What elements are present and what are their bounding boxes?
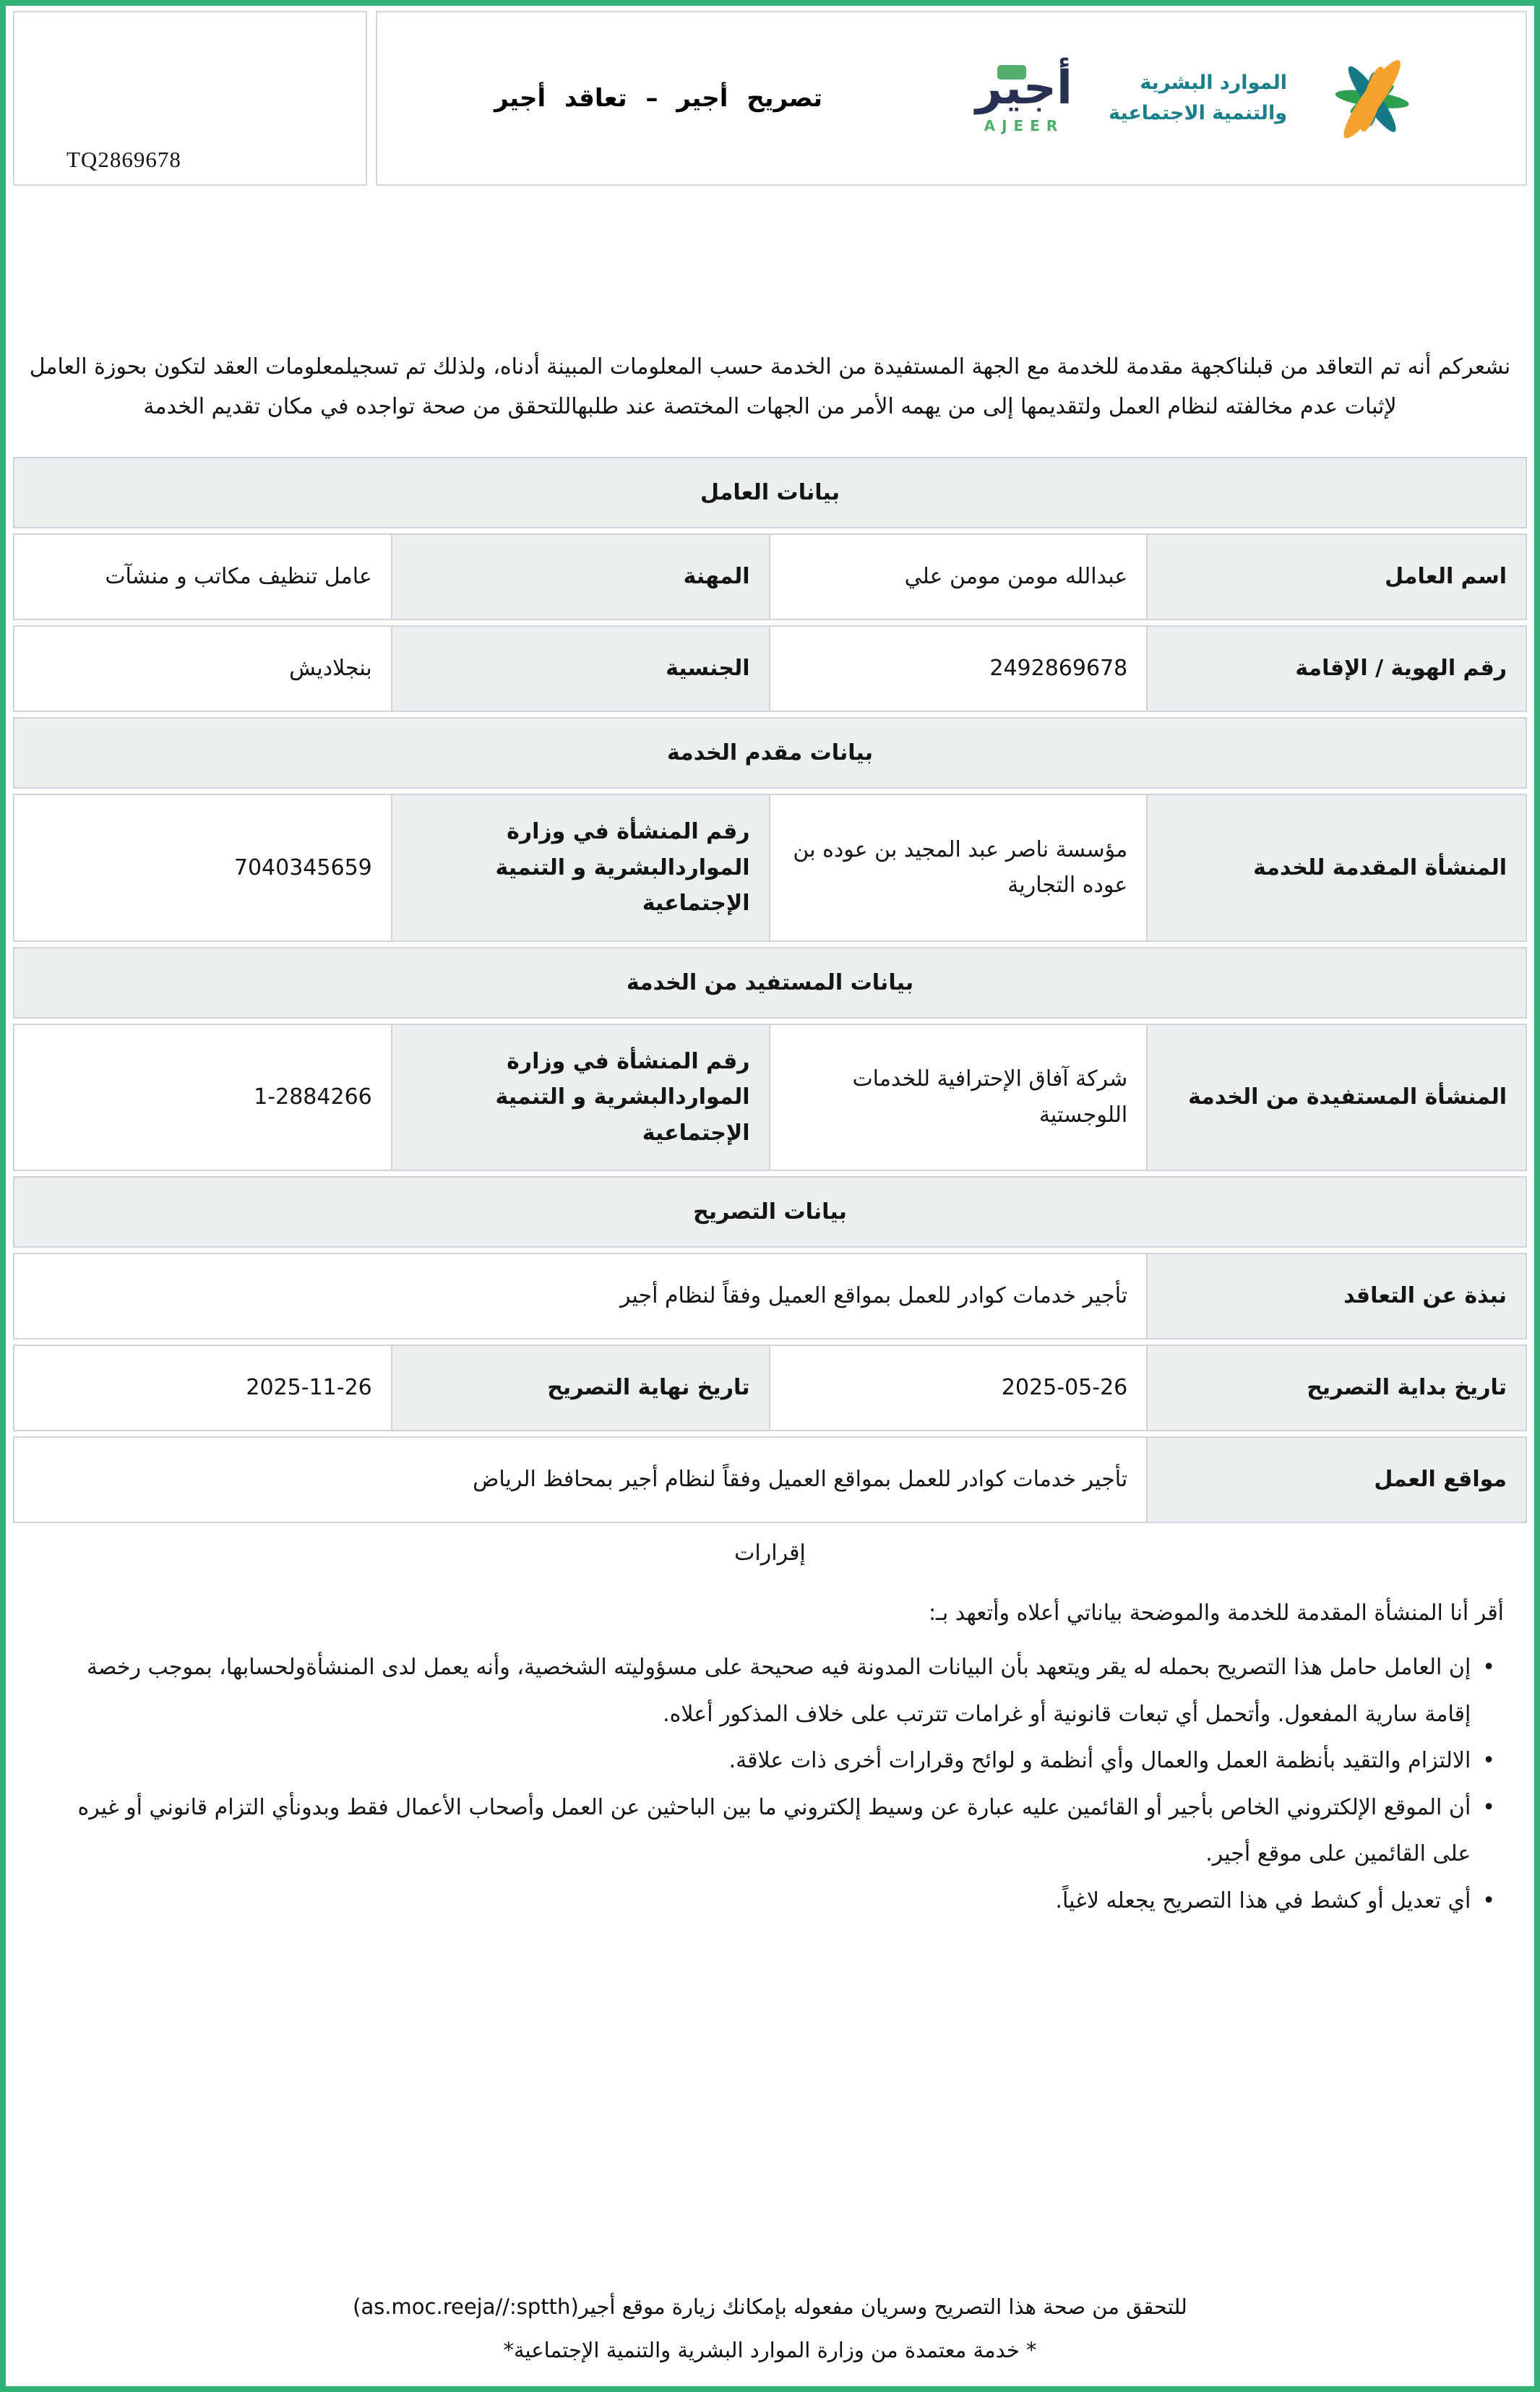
intro-paragraph: نشعركم أنه تم التعاقد من قبلناكجهة مقدمة للخدمة مع الجهة المستفيدة من الخدمة حسب المعلومات المبينة أدناه، ولذلك تم تسجيلمعلومات العقد لتكون بحوزة العامل لإثبات عدم مخالفته لنظام العمل ولتقديمها إلى من يهمه الأمر من الجهات المختصة عند طلبهاللتحقق من صحة تواجده في مكان تقديم الخدمة [29, 354, 1511, 419]
provider-establishment-label: المنشأة المقدمة للخدمة [1148, 795, 1526, 940]
provider-section-header: بيانات مقدم الخدمة [13, 717, 1527, 789]
worker-name-label: اسم العامل [1148, 535, 1526, 619]
bullet-icon: • [1482, 1748, 1495, 1774]
declarations-list [13, 1645, 1527, 1924]
worker-name-value: عبدالله مومن مومن علي [770, 535, 1148, 619]
footer-approved-line: * خدمة معتمدة من وزارة الموارد البشرية والتنمية الإجتماعية* [503, 2337, 1037, 2362]
bullet-icon: • [1482, 1794, 1495, 1820]
worker-row-id-nationality [13, 625, 1527, 712]
permit-locations-label: مواقع العمل [1148, 1438, 1526, 1522]
declaration-item [38, 1878, 1495, 1925]
permit-about-row [13, 1253, 1527, 1339]
permit-start-date-label: تاريخ بداية التصريح [1148, 1346, 1526, 1430]
permit-locations-row [13, 1436, 1527, 1523]
provider-establishment-value: مؤسسة ناصر عبد المجيد بن عوده بن عوده التجارية [770, 795, 1148, 940]
declarations-title: إقرارات [734, 1540, 806, 1566]
ministry-name-line1: الموارد البشرية [1140, 72, 1287, 95]
ajeer-logo-arabic [976, 62, 1072, 116]
provider-number-value: 7040345659 [14, 795, 392, 940]
bullet-icon: • [1482, 1887, 1495, 1913]
declaration-item [38, 1738, 1495, 1785]
worker-section-header: بيانات العامل [13, 457, 1527, 528]
permit-section-header: بيانات التصريح [13, 1176, 1527, 1248]
ministry-name-line2: والتنمية الاجتماعية [1108, 102, 1287, 124]
ajeer-logo-latin-text: AJEER [984, 116, 1064, 134]
permit-number: TQ2869678 [66, 147, 181, 172]
provider-row [13, 794, 1527, 942]
beneficiary-number-value: 1-2884266 [14, 1025, 392, 1170]
permit-dates-row [13, 1345, 1527, 1431]
permit-number-box [13, 11, 367, 186]
provider-number-label: رقم المنشأة في وزارة المواردالبشرية و التنمية الإجتماعية [392, 795, 770, 940]
permit-end-date-value: 2025-11-26 [14, 1346, 392, 1430]
permit-end-date-label: تاريخ نهاية التصريح [392, 1346, 770, 1430]
declarations-intro: أقر أنا المنشأة المقدمة للخدمة والموضحة بياناتي أعلاه وأتعهد بـ: [928, 1600, 1504, 1626]
worker-nationality-value: بنجلاديش [14, 627, 392, 711]
permit-start-date-value: 2025-05-26 [770, 1346, 1148, 1430]
declaration-item [38, 1785, 1495, 1878]
header-title-box [376, 11, 1527, 186]
worker-profession-value: عامل تنظيف مكاتب و منشآت [14, 535, 392, 619]
ajeer-logo [976, 62, 1072, 134]
declaration-text: أن الموقع الإلكتروني الخاص بأجير أو القائمين عليه عبارة عن وسيط إلكتروني ما بين الباحثين عن العمل وأصحاب الأعمال فقط وبدونأي التزام قانوني أو غيره على القائمين على موقع أجير. [77, 1794, 1471, 1867]
ministry-emblem-icon [1323, 43, 1424, 153]
beneficiary-establishment-label: المنشأة المستفيدة من الخدمة [1148, 1025, 1526, 1170]
bullet-icon: • [1482, 1655, 1495, 1681]
permit-about-value: تأجير خدمات كوادر للعمل بمواقع العميل وفقاً لنظام أجير [14, 1254, 1148, 1338]
worker-row-name-profession [13, 533, 1527, 620]
beneficiary-section-header: بيانات المستفيد من الخدمة [13, 947, 1527, 1019]
document-header [13, 11, 1527, 186]
declaration-text: أي تعديل أو كشط في هذا التصريح يجعله لاغياً. [1055, 1887, 1471, 1913]
permit-data-table [13, 457, 1527, 1523]
declaration-text: إن العامل حامل هذا التصريح بحمله له يقر ويتعهد بأن البيانات المدونة فيه صحيحة على مسؤوليته الشخصية، وأنه يعمل لدى المنشأةولحسابها، بموجب رخصة إقامة سارية المفعول. وأتحمل أي تبعات قانونية أو غرامات تترتب على خلاف المذكور أعلاه. [86, 1655, 1471, 1727]
declaration-text: الالتزام والتقيد بأنظمة العمل والعمال وأي أنظمة و لوائح وقرارات أخرى ذات علاقة. [728, 1748, 1471, 1774]
permit-about-label: نبذة عن التعاقد [1148, 1254, 1526, 1338]
beneficiary-establishment-value: شركة آفاق الإحترافية للخدمات اللوجستية [770, 1025, 1148, 1170]
beneficiary-number-label: رقم المنشأة في وزارة المواردالبشرية و التنمية الإجتماعية [392, 1025, 770, 1170]
beneficiary-row [13, 1024, 1527, 1172]
worker-id-label: رقم الهوية / الإقامة [1148, 627, 1526, 711]
worker-nationality-label: الجنسية [392, 627, 770, 711]
worker-profession-label: المهنة [392, 535, 770, 619]
ministry-wordmark [1109, 68, 1287, 129]
declaration-item [38, 1645, 1495, 1738]
permit-locations-value: تأجير خدمات كوادر للعمل بمواقع العميل وفقاً لنظام أجير بمحافظ الرياض [14, 1438, 1148, 1522]
footer-verify-line: للتحقق من صحة هذا التصريح وسريان مفعوله بإمكانك زيارة موقع أجير(as.moc.reeja//:sptth) [353, 2294, 1187, 2320]
page-title: تصريح أجير – تعاقد أجير [494, 84, 822, 113]
worker-id-value: 2492869678 [770, 627, 1148, 711]
document-footer [6, 2286, 1534, 2372]
ajeer-logo-arabic-text: أجير [975, 61, 1072, 116]
